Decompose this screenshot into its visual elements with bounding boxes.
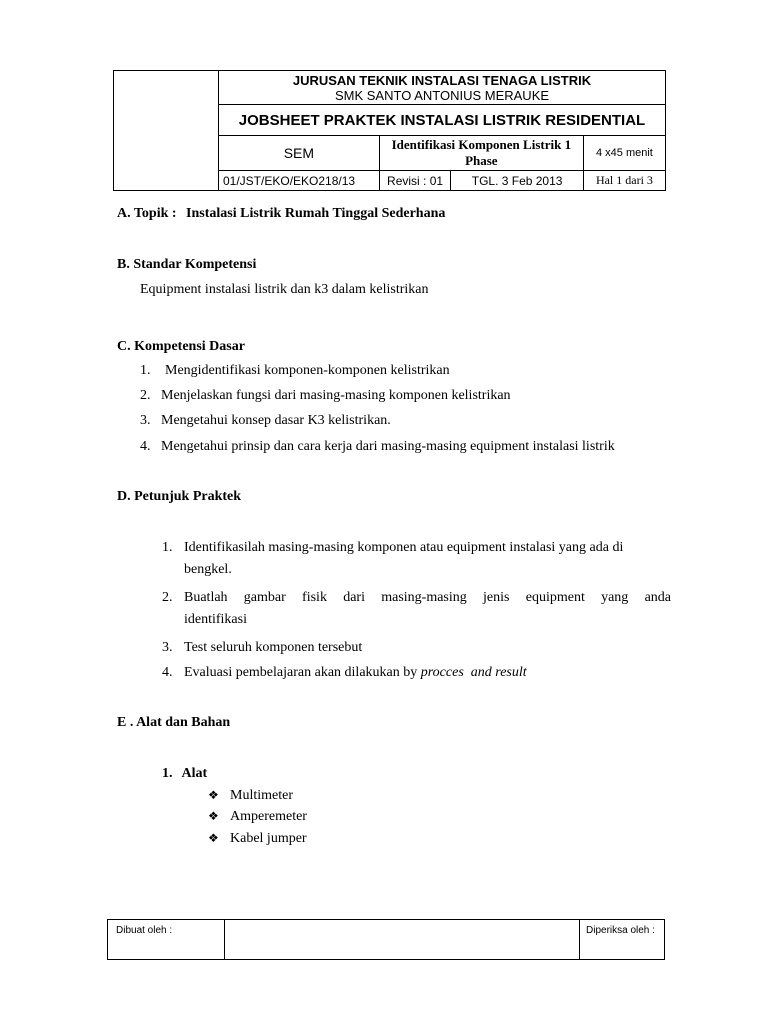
- evaluation-method: procces and result: [420, 665, 527, 680]
- document-header-table: [113, 70, 666, 191]
- list-item-number: 4.: [162, 665, 173, 680]
- semester-label: SEM: [219, 136, 380, 171]
- institution-cell: [219, 71, 666, 105]
- subsection-alat: 1. Alat: [162, 766, 208, 781]
- list-item-text: Identifikasilah masing-masing komponen atau equipment instalasi yang ada di: [184, 540, 624, 555]
- issue-date: TGL. 3 Feb 2013: [451, 171, 584, 191]
- section-e-heading: E . Alat dan Bahan: [117, 715, 231, 730]
- section-b-text: Equipment instalasi listrik dan k3 dalam kelistrikan: [140, 282, 429, 297]
- signature-space: [225, 920, 580, 960]
- list-item-text: Evaluasi pembelajaran akan dilakukan by procces and result: [184, 665, 527, 680]
- department-name: JURUSAN TEKNIK INSTALASI TENAGA LISTRIK: [292, 73, 592, 88]
- list-item-number: 1.: [162, 540, 173, 555]
- list-item-text: bengkel.: [184, 562, 232, 577]
- list-item: 1. Mengidentifikasi komponen-komponen kelistrikan: [140, 363, 450, 378]
- made-by-label: Dibuat oleh :: [116, 925, 173, 936]
- list-item: 4. Mengetahui prinsip dan cara kerja dari masing-masing equipment instalasi listrik: [140, 439, 615, 454]
- section-d-heading: D. Petunjuk Praktek: [117, 489, 242, 504]
- list-item: ❖ Amperemeter: [208, 809, 307, 824]
- list-item-text: identifikasi: [184, 612, 247, 627]
- section-a-topic: Instalasi Listrik Rumah Tinggal Sederhana: [186, 206, 446, 221]
- made-by-cell: [108, 920, 225, 960]
- jobsheet-title: JOBSHEET PRAKTEK INSTALASI LISTRIK RESIDENTIAL: [219, 105, 666, 136]
- list-item: ❖ Kabel jumper: [208, 831, 307, 846]
- list-item: 2. Menjelaskan fungsi dari masing-masing komponen kelistrikan: [140, 388, 511, 403]
- list-item-number: 3.: [162, 640, 173, 655]
- page-number: Hal 1 dari 3: [583, 171, 665, 191]
- section-a-label: A. Topik :: [117, 206, 177, 221]
- document-code: 01/JST/EKO/EKO218/13: [219, 171, 380, 191]
- logo-cell: [114, 71, 219, 191]
- section-c-heading: C. Kompetensi Dasar: [117, 339, 245, 354]
- list-item-text: Buatlah gambar fisik dari masing-masing jenis equipment yang anda: [184, 590, 671, 605]
- list-item-text: Test seluruh komponen tersebut: [184, 640, 363, 655]
- checked-by-label: Diperiksa oleh :: [586, 925, 655, 936]
- diamond-bullet-icon: ❖: [208, 831, 219, 845]
- subject-title: Identifikasi Komponen Listrik 1 Phase: [379, 136, 583, 171]
- revision: Revisi : 01: [379, 171, 451, 191]
- section-b-heading: B. Standar Kompetensi: [117, 257, 257, 272]
- list-item: ❖ Multimeter: [208, 788, 293, 803]
- signature-table: [107, 919, 665, 960]
- diamond-bullet-icon: ❖: [208, 788, 219, 802]
- section-a: [117, 206, 445, 222]
- duration: 4 x45 menit: [583, 136, 665, 171]
- list-item: 3. Mengetahui konsep dasar K3 kelistrikan.: [140, 413, 391, 428]
- checked-by-cell: [580, 920, 665, 960]
- diamond-bullet-icon: ❖: [208, 809, 219, 823]
- school-name: SMK SANTO ANTONIUS MERAUKE: [334, 88, 550, 103]
- list-item-number: 2.: [162, 590, 173, 605]
